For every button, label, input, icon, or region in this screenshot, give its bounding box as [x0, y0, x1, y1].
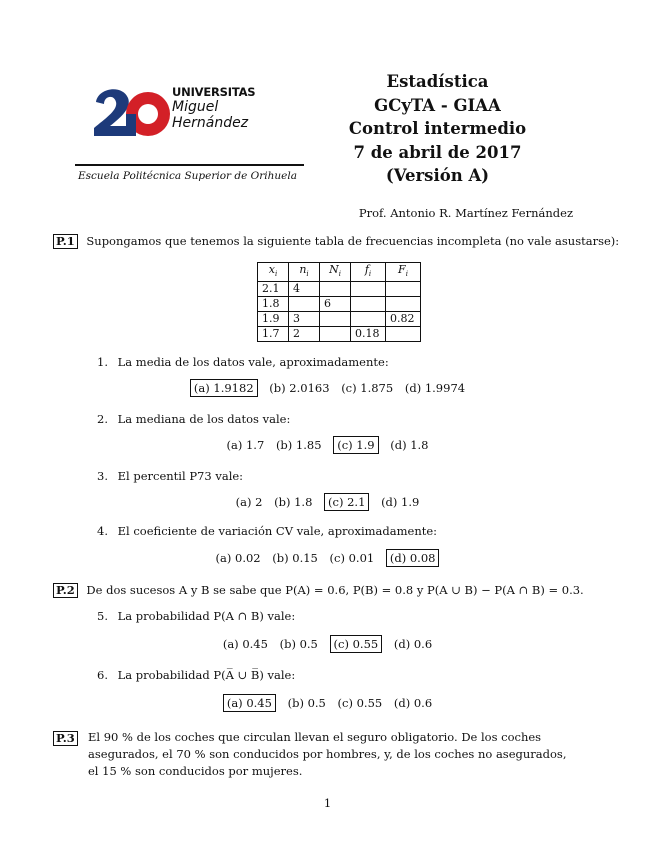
option-a[interactable]: (a) 1.7 — [226, 438, 265, 452]
option-a[interactable]: (a) 0.45 — [223, 694, 276, 712]
table-cell — [386, 327, 421, 342]
table-cell — [386, 282, 421, 297]
problem-label: P.3 — [53, 731, 78, 746]
title-line: Estadística — [386, 72, 489, 91]
option-d[interactable]: (d) 0.6 — [393, 637, 433, 651]
option-b[interactable]: (b) 1.85 — [275, 438, 322, 452]
question-1-options — [0, 381, 655, 395]
question-2-options — [0, 438, 655, 452]
table-header-row — [258, 263, 421, 282]
table-row — [258, 327, 421, 342]
question-4-options — [0, 551, 655, 565]
table-row — [258, 297, 421, 312]
table-cell — [386, 297, 421, 312]
question-5 — [97, 609, 295, 623]
problem-text: De dos sucesos A y B se sabe que P(A) = 0.6, P(B) = 0.8 y P(A ∪ B) − P(A ∩ B) = 0.3. — [86, 583, 584, 597]
problem-label: P.2 — [53, 583, 78, 598]
question-1 — [97, 355, 389, 369]
table-header: $x_i$ — [258, 263, 289, 282]
question-text: El coeficiente de variación CV vale, aproximadamente: — [117, 524, 438, 538]
page-number: 1 — [323, 796, 332, 810]
school-divider — [75, 164, 304, 166]
option-a[interactable]: (a) 0.45 — [222, 637, 268, 651]
option-c[interactable]: (c) 0.55 — [330, 635, 383, 653]
table-cell: 1.8 — [258, 297, 289, 312]
table-header: $N_i$ — [320, 263, 351, 282]
table-cell — [320, 282, 351, 297]
table-cell: 2 — [289, 327, 320, 342]
question-text: La media de los datos vale, aproximadamente: — [117, 355, 389, 369]
table-cell: 1.7 — [258, 327, 289, 342]
question-5-options — [0, 637, 655, 651]
problem-text: Supongamos que tenemos la siguiente tabla de frecuencias incompleta (no vale asustarse): — [86, 234, 620, 248]
university-logo — [92, 84, 262, 144]
option-d[interactable]: (d) 1.9974 — [404, 381, 466, 395]
question-6-options — [0, 696, 655, 710]
table-cell — [320, 327, 351, 342]
option-a[interactable]: (a) 1.9182 — [190, 379, 258, 397]
title-line: (Versión A) — [385, 166, 490, 185]
professor-name: Prof. Antonio R. Martínez Fernández — [358, 206, 573, 220]
table-cell — [351, 297, 386, 312]
logo-hernandez: Hernández — [172, 115, 249, 131]
table-cell: 4 — [289, 282, 320, 297]
problem-1-statement — [53, 233, 619, 250]
option-c[interactable]: (c) 0.01 — [329, 551, 375, 565]
question-3 — [97, 469, 243, 483]
table-cell: 0.82 — [386, 312, 421, 327]
title-line: 7 de abril de 2017 — [353, 142, 522, 162]
question-number: 3. — [97, 469, 108, 483]
option-b[interactable]: (b) 0.5 — [279, 637, 318, 651]
option-b[interactable]: (b) 2.0163 — [269, 381, 330, 395]
table-cell: 3 — [289, 312, 320, 327]
option-d[interactable]: (d) 0.08 — [386, 549, 440, 567]
option-c[interactable]: (c) 1.9 — [333, 436, 378, 454]
question-text: El percentil P73 vale: — [117, 469, 244, 483]
table-header: $F_i$ — [386, 263, 421, 282]
option-d[interactable]: (d) 1.8 — [390, 438, 429, 452]
option-b[interactable]: (b) 0.5 — [287, 696, 326, 710]
table-cell: 1.9 — [258, 312, 289, 327]
table-row — [258, 282, 421, 297]
question-4 — [97, 524, 437, 538]
logo-mark-icon — [92, 84, 172, 144]
option-b[interactable]: (b) 1.8 — [274, 495, 313, 509]
option-b[interactable]: (b) 0.15 — [272, 551, 318, 565]
table-cell — [289, 297, 320, 312]
frequency-table — [257, 262, 421, 342]
question-number: 4. — [97, 524, 108, 538]
option-d[interactable]: (d) 0.6 — [393, 696, 433, 710]
option-a[interactable]: (a) 2 — [235, 495, 263, 509]
question-number: 2. — [97, 412, 108, 426]
question-number: 1. — [97, 355, 108, 369]
question-text: La mediana de los datos vale: — [117, 412, 291, 426]
table-cell: 0.18 — [351, 327, 386, 342]
question-text: La probabilidad P(A̅ ∪ B̅) vale: — [117, 668, 296, 682]
table-cell — [351, 312, 386, 327]
title-line: GCyTA - GIAA — [374, 95, 501, 115]
table-row — [258, 312, 421, 327]
question-text: La probabilidad P(A ∩ B) vale: — [117, 609, 296, 623]
problem-3-statement — [53, 729, 578, 780]
problem-text: El 90 % de los coches que circulan llevan el seguro obligatorio. De los coches asegurados, el 70 % son conducidos por hombres, y, de los coches no asegurados, el 15 % son conducidos por mujeres. — [88, 730, 567, 778]
question-number: 6. — [97, 668, 108, 682]
question-3-options — [0, 495, 655, 509]
option-c[interactable]: (c) 0.55 — [337, 696, 383, 710]
table-cell — [351, 282, 386, 297]
table-cell: 6 — [320, 297, 351, 312]
question-2 — [97, 412, 290, 426]
table-header: $n_i$ — [289, 263, 320, 282]
exam-title — [330, 70, 545, 188]
table-header: $f_i$ — [351, 263, 386, 282]
option-c[interactable]: (c) 1.875 — [341, 381, 394, 395]
problem-2-statement — [53, 582, 584, 599]
title-line: Control intermedio — [348, 119, 527, 138]
question-6 — [97, 668, 295, 682]
school-name: Escuela Politécnica Superior de Orihuela — [78, 170, 298, 182]
logo-universitas: UNIVERSITAS — [172, 85, 256, 99]
option-d[interactable]: (d) 1.9 — [381, 495, 420, 509]
option-a[interactable]: (a) 0.02 — [215, 551, 261, 565]
table-cell: 2.1 — [258, 282, 289, 297]
option-c[interactable]: (c) 2.1 — [324, 493, 369, 511]
problem-label: P.1 — [53, 234, 78, 249]
table-cell — [320, 312, 351, 327]
logo-miguel: Miguel — [172, 99, 219, 115]
question-number: 5. — [97, 609, 108, 623]
